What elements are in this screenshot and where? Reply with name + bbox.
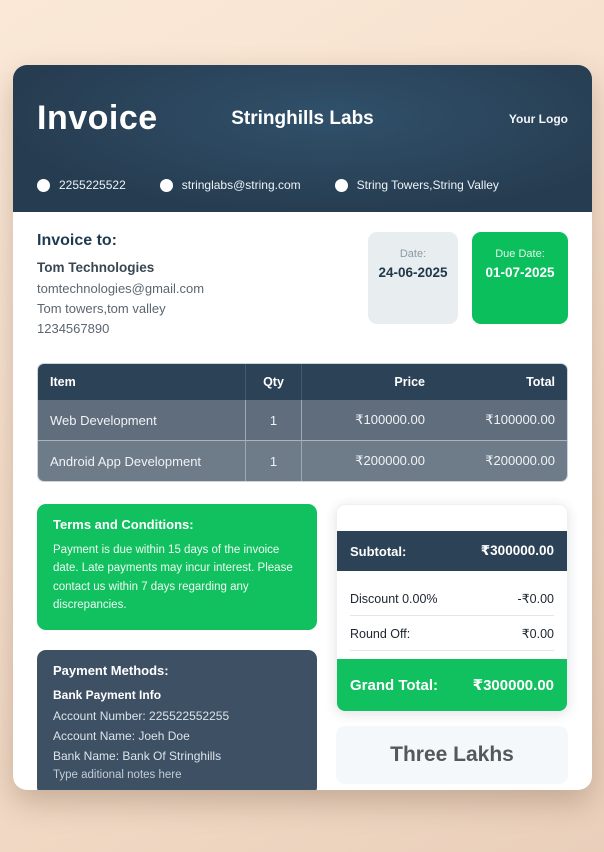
bullet-icon [335, 179, 348, 192]
due-date-value: 01-07-2025 [485, 265, 555, 280]
bill-and-dates-section [13, 212, 592, 357]
item-qty-cell: 1 [246, 400, 302, 440]
subtotal-bar [337, 531, 567, 571]
col-header-item: Item [38, 364, 246, 400]
header-top-row [37, 99, 568, 138]
item-name-cell: Web Development [38, 400, 246, 440]
bullet-icon [160, 179, 173, 192]
due-date-label: Due Date: [495, 248, 545, 260]
date-boxes [368, 232, 568, 341]
grand-total-bar [337, 659, 567, 711]
subtotal-value: ₹300000.00 [480, 543, 554, 558]
contact-address-label: String Towers,String Valley [356, 178, 499, 192]
additional-notes-placeholder[interactable]: Type aditional notes here [53, 768, 182, 781]
item-price-cell: ₹200000.00 [302, 440, 437, 481]
contact-phone-label: 2255225522 [59, 178, 126, 192]
subtotal-label: Subtotal: [350, 543, 407, 559]
page-title: Invoice [37, 99, 158, 137]
item-qty-cell: 1 [246, 440, 302, 481]
item-price-cell: ₹100000.00 [302, 400, 437, 440]
col-header-qty: Qty [246, 364, 302, 400]
col-header-total: Total [437, 364, 567, 400]
payment-methods-box [37, 650, 317, 790]
discount-row [350, 581, 554, 616]
terms-heading: Terms and Conditions: [53, 517, 194, 532]
contact-email-label: stringlabs@string.com [181, 178, 301, 192]
bottom-section [13, 482, 592, 790]
client-email: tomtechnologies@gmail.com [37, 281, 205, 296]
col-header-price: Price [302, 364, 437, 400]
contact-row [37, 178, 568, 192]
bank-info-subheading: Bank Payment Info [53, 687, 162, 702]
invoice-header [13, 65, 592, 212]
client-address: Tom towers,tom valley [37, 301, 166, 316]
account-name-line: Account Name: Joeh Doe [53, 728, 190, 743]
bullet-icon [37, 179, 50, 192]
grand-total-value: ₹300000.00 [472, 677, 554, 694]
contact-phone [37, 178, 126, 192]
items-table-wrapper [13, 357, 592, 482]
payment-heading: Payment Methods: [53, 662, 169, 678]
client-phone: 1234567890 [37, 321, 110, 336]
items-table [37, 363, 568, 482]
items-table-header-row [38, 364, 567, 400]
right-column [336, 504, 568, 784]
amount-in-words: Three Lakhs [336, 726, 568, 784]
bank-name-line: Bank Name: Bank Of Stringhills [53, 748, 222, 763]
invoice-card [13, 65, 592, 790]
table-row [38, 400, 567, 440]
company-name: Stringhills Labs [231, 107, 374, 129]
adjustment-rows [337, 571, 567, 659]
grand-total-label: Grand Total: [350, 676, 439, 694]
invoice-date-value: 24-06-2025 [378, 265, 448, 280]
invoice-to-block [37, 232, 204, 341]
terms-box [37, 504, 317, 630]
invoice-date-box [368, 232, 458, 324]
discount-value: -₹0.00 [517, 592, 554, 606]
logo-placeholder[interactable]: Your Logo [508, 111, 568, 126]
item-total-cell: ₹200000.00 [437, 440, 567, 481]
client-name: Tom Technologies [37, 260, 155, 275]
left-column [37, 504, 317, 790]
roundoff-row [350, 616, 554, 651]
invoice-date-label: Date: [399, 248, 427, 260]
due-date-box [472, 232, 568, 324]
invoice-to-heading: Invoice to: [37, 232, 118, 249]
roundoff-label: Round Off: [350, 626, 411, 641]
roundoff-value: ₹0.00 [521, 627, 554, 641]
contact-address [335, 178, 499, 192]
account-number-line: Account Number: 225522552255 [53, 708, 230, 723]
contact-email [160, 178, 301, 192]
item-name-cell: Android App Development [38, 440, 246, 481]
discount-label: Discount 0.00% [350, 591, 438, 606]
totals-spacer [337, 505, 567, 531]
terms-body: Payment is due within 15 days of the invoice date. Late payments may incur interest. Please contact us within 7 days regarding any discrepancies. [53, 544, 293, 612]
item-total-cell: ₹100000.00 [437, 400, 567, 440]
table-row [38, 440, 567, 481]
totals-card [336, 504, 568, 712]
